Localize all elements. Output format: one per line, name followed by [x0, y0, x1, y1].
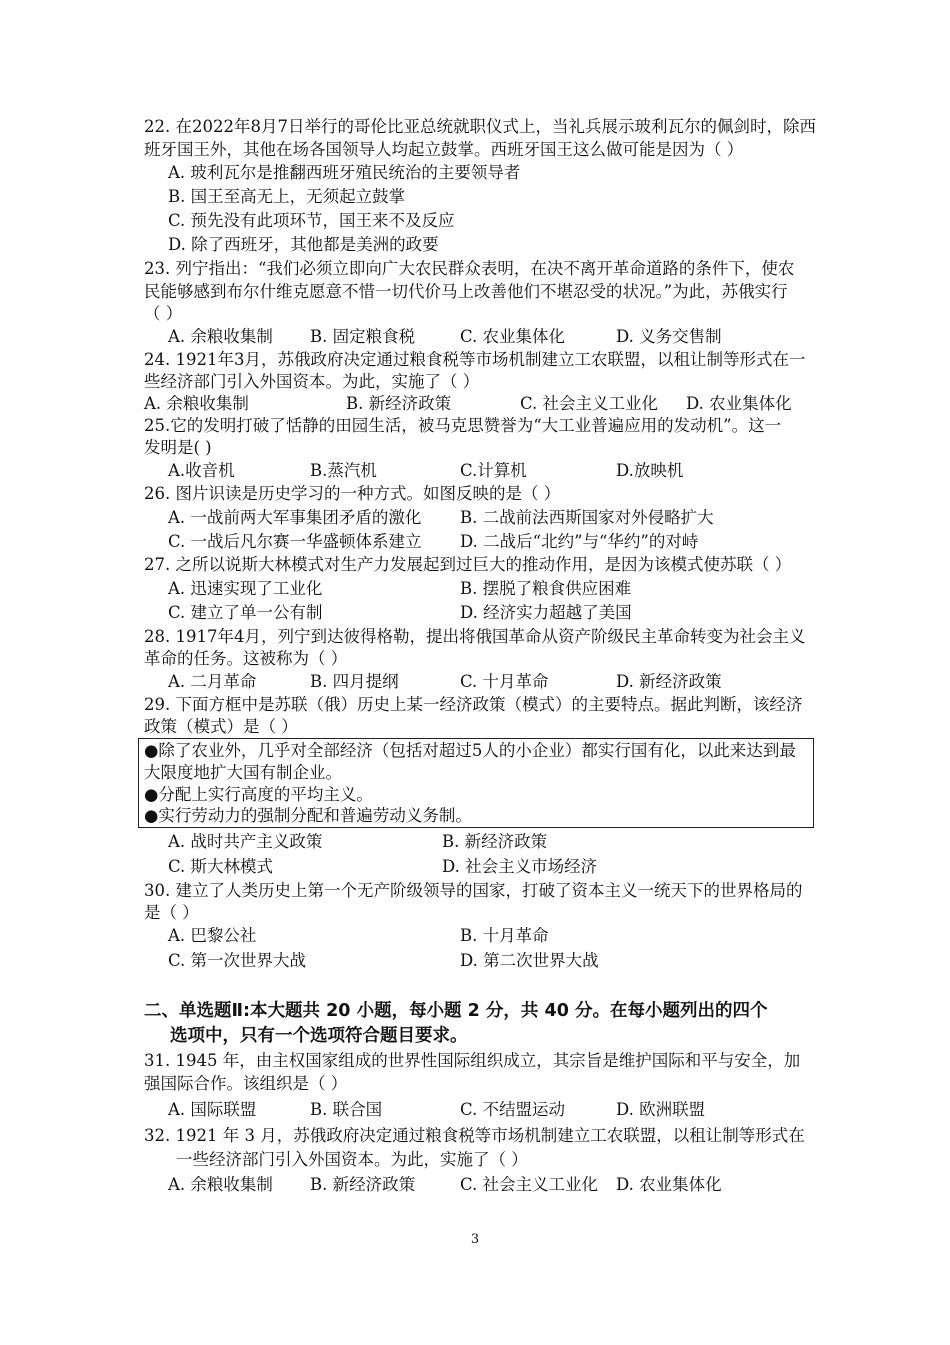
q25-option-a: A.收音机 [168, 461, 235, 480]
q28-option-b: B. 四月提纲 [310, 672, 399, 691]
q23-option-c: C. 农业集体化 [460, 327, 566, 346]
q22-option-b: B. 国王至高无上，无须起立鼓掌 [168, 187, 406, 206]
q32-option-d: D. 农业集体化 [616, 1175, 722, 1194]
q28-option-a: A. 二月革命 [168, 672, 257, 691]
q28-option-c: C. 十月革命 [460, 672, 549, 691]
q26-option-d: D. 二战后“北约”与“华约”的对峙 [460, 532, 699, 551]
q31-stem-line1: 31. 1945 年，由主权国家组成的世界性国际组织成立，其宗旨是维护国际和平与安全，加 [144, 1051, 801, 1070]
q32-stem-line2: 一些经济部门引入外国资本。为此，实施了（ ） [176, 1150, 528, 1169]
q22-stem-line2: 班牙国王外，其他在场各国领导人均起立鼓掌。西班牙国王这么做可能是因为（ ） [144, 140, 744, 159]
q22-stem-line1: 22. 在2022年8月7日举行的哥伦比亚总统就职仪式上，当礼兵展示玻利瓦尔的佩剑时，除西 [144, 117, 816, 136]
section2-heading-line2: 选项中，只有一个选项符合题目要求。 [170, 1026, 468, 1046]
q23-stem-line1: 23. 列宁指出：“我们必须立即向广大农民群众表明，在决不离开革命道路的条件下，使农 [144, 259, 795, 278]
q32-stem-line1: 32. 1921 年 3 月，苏俄政府决定通过粮食税等市场机制建立工农联盟，以租让制等形式在 [144, 1126, 805, 1145]
q29-box-line1: ●除了农业外，几乎对全部经济（包括对超过5人的小企业）都实行国有化，以此来达到最 [144, 741, 796, 760]
q24-option-d: D. 农业集体化 [686, 394, 792, 413]
q25-stem-line2: 发明是( ) [144, 438, 212, 457]
q23-option-b: B. 固定粮食税 [310, 327, 416, 346]
q26-option-a: A. 一战前两大军事集团矛盾的激化 [168, 508, 422, 527]
q27-option-a: A. 迅速实现了工业化 [168, 579, 323, 598]
q25-stem-line1: 25.它的发明打破了恬静的田园生活，被马克思赞誉为“大工业普遍应用的发动机”。这一 [144, 416, 782, 435]
q30-option-b: B. 十月革命 [460, 926, 549, 945]
q27-option-b: B. 摆脱了粮食供应困难 [460, 579, 632, 598]
q29-option-b: B. 新经济政策 [442, 832, 548, 851]
q29-box-line3: ●分配上实行高度的平均主义。 [144, 785, 373, 804]
q25-option-b: B.蒸汽机 [310, 461, 377, 480]
q32-option-a: A. 余粮收集制 [168, 1175, 273, 1194]
q30-option-a: A. 巴黎公社 [168, 926, 257, 945]
q31-option-a: A. 国际联盟 [168, 1100, 257, 1119]
q23-option-d: D. 义务交售制 [616, 327, 722, 346]
page-number: 3 [470, 1232, 480, 1247]
q26-option-b: B. 二战前法西斯国家对外侵略扩大 [460, 508, 714, 527]
q26-option-c: C. 一战后凡尔赛一华盛顿体系建立 [168, 532, 422, 551]
q27-stem-line1: 27. 之所以说斯大林模式对生产力发展起到过巨大的推动作用，是因为该模式使苏联（ ） [144, 555, 792, 574]
q25-option-c: C.计算机 [460, 461, 527, 480]
q29-option-d: D. 社会主义市场经济 [442, 857, 598, 876]
q26-stem-line1: 26. 图片识读是历史学习的一种方式。如图反映的是（ ） [144, 484, 561, 503]
q29-stem-line2: 政策（模式）是（ ） [144, 717, 298, 736]
q22-option-a: A. 玻利瓦尔是推翻西班牙殖民统治的主要领导者 [168, 163, 521, 182]
q31-option-d: D. 欧洲联盟 [616, 1100, 706, 1119]
q25-option-d: D.放映机 [616, 461, 684, 480]
q28-stem-line1: 28. 1917年4月，列宁到达彼得格勒，提出将俄国革命从资产阶级民主革命转变为社会主义 [144, 627, 806, 646]
q30-stem-line1: 30. 建立了人类历史上第一个无产阶级领导的国家，打破了资本主义一统天下的世界格局的 [144, 881, 803, 900]
q29-box-line4: ●实行劳动力的强制分配和普遍劳动义务制。 [144, 806, 472, 825]
q29-box-line2: 大限度地扩大国有制企业。 [144, 763, 342, 782]
q24-stem-line2: 些经济部门引入外国资本。为此，实施了（ ） [144, 372, 480, 391]
q22-option-c: C. 预先没有此项环节，国王来不及反应 [168, 211, 455, 230]
q30-stem-line2: 是（ ） [144, 903, 199, 922]
q32-option-b: B. 新经济政策 [310, 1175, 416, 1194]
q31-option-c: C. 不结盟运动 [460, 1100, 566, 1119]
q23-stem-line2: 民能够感到布尔什维克愿意不惜一切代价马上改善他们不堪忍受的状况。”为此，苏俄实行 [144, 282, 788, 301]
q27-option-c: C. 建立了单一公有制 [168, 603, 323, 622]
q30-option-d: D. 第二次世界大战 [460, 951, 599, 970]
q24-option-a: A. 余粮收集制 [144, 394, 249, 413]
q23-stem-line3: （ ） [144, 304, 183, 323]
q31-stem-line2: 强国际合作。该组织是（ ） [144, 1074, 348, 1093]
q30-option-c: C. 第一次世界大战 [168, 951, 307, 970]
q24-stem-line1: 24. 1921年3月，苏俄政府决定通过粮食税等市场机制建立工农联盟，以租让制等形式在一 [144, 350, 806, 369]
q31-option-b: B. 联合国 [310, 1100, 383, 1119]
q23-option-a: A. 余粮收集制 [168, 327, 273, 346]
section2-heading-line1: 二、单选题Ⅱ:本大题共 20 小题，每小题 2 分，共 40 分。在每小题列出的四个 [144, 1001, 768, 1021]
q28-stem-line2: 革命的任务。这被称为（ ） [144, 649, 348, 668]
q27-option-d: D. 经济实力超越了美国 [460, 603, 632, 622]
q29-option-c: C. 斯大林模式 [168, 857, 274, 876]
q28-option-d: D. 新经济政策 [616, 672, 722, 691]
q24-option-c: C. 社会主义工业化 [520, 394, 659, 413]
q22-option-d: D. 除了西班牙，其他都是美洲的政要 [168, 235, 439, 254]
q32-option-c: C. 社会主义工业化 [460, 1175, 599, 1194]
q29-option-a: A. 战时共产主义政策 [168, 832, 323, 851]
q29-stem-line1: 29. 下面方框中是苏联（俄）历史上某一经济政策（模式）的主要特点。据此判断，该经济 [144, 695, 803, 714]
q24-option-b: B. 新经济政策 [346, 394, 452, 413]
